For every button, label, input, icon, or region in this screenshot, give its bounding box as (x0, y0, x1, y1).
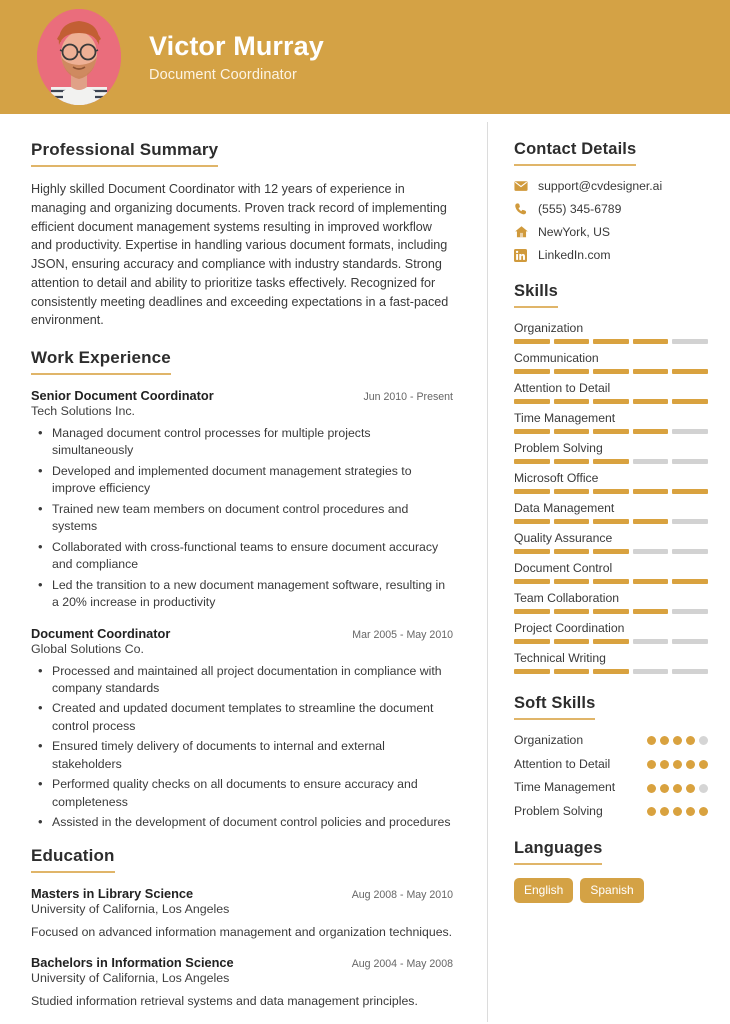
skill-segment (593, 339, 629, 344)
skill-segment (514, 399, 550, 404)
language-chip: Spanish (580, 878, 643, 903)
section-professional-summary (31, 140, 453, 330)
skill-item (514, 651, 708, 674)
skill-segment (554, 399, 590, 404)
skill-segment (554, 639, 590, 644)
skill-item (514, 531, 708, 554)
skill-segment (672, 429, 708, 434)
skill-segment (672, 609, 708, 614)
rating-dot (660, 784, 669, 793)
experience-entry-header (31, 388, 453, 403)
rating-dot (660, 736, 669, 745)
education-entry (31, 955, 453, 1011)
experience-entry-header (31, 626, 453, 641)
skill-segment (554, 669, 590, 674)
soft-skill-name: Problem Solving (514, 803, 603, 818)
education-entry-title: Masters in Library Science (31, 885, 194, 901)
experience-list (31, 388, 453, 832)
skill-name: Team Collaboration (514, 591, 620, 605)
skill-segment (593, 549, 629, 554)
experience-bullet-item: • Led the transition to a new document management software, resulting in a 20% increase in productivity (31, 577, 453, 612)
full-name: Victor Murray (149, 31, 324, 62)
skill-level-bar (514, 399, 708, 404)
skill-level-bar (514, 579, 708, 584)
skill-segment (633, 579, 669, 584)
rating-dot (660, 760, 669, 769)
rating-dot (660, 807, 669, 816)
skill-segment (554, 459, 590, 464)
skill-segment (672, 369, 708, 374)
skill-item (514, 411, 708, 434)
skills-list (514, 321, 708, 674)
experience-entry (31, 626, 453, 832)
rating-dot (686, 736, 695, 745)
soft-skill-rating (647, 784, 708, 793)
skill-segment (672, 459, 708, 464)
skill-item (514, 561, 708, 584)
skill-segment (633, 519, 669, 524)
contact-value: LinkedIn.com (538, 248, 611, 262)
skill-segment (593, 489, 629, 494)
skill-segment (593, 459, 629, 464)
language-chip: English (514, 878, 573, 903)
section-heading-education: Education (31, 846, 115, 873)
contact-value: support@cvdesigner.ai (538, 179, 663, 193)
experience-bullet-item: • Created and updated document templates to streamline the document control process (31, 700, 453, 735)
skill-segment (593, 669, 629, 674)
education-entry-header (31, 955, 453, 970)
envelope-icon (514, 179, 531, 193)
skill-level-bar (514, 489, 708, 494)
experience-bullet-item: • Developed and implemented document management strategies to improve efficiency (31, 463, 453, 498)
skill-segment (633, 489, 669, 494)
rating-dot (673, 736, 682, 745)
rating-dot (699, 807, 708, 816)
rating-dot (699, 784, 708, 793)
skill-name: Project Coordination (514, 621, 625, 635)
skill-level-bar (514, 549, 708, 554)
skill-segment (633, 369, 669, 374)
skill-item (514, 441, 708, 464)
skill-segment (593, 519, 629, 524)
skill-level-bar (514, 459, 708, 464)
skill-level-bar (514, 609, 708, 614)
skill-name: Technical Writing (514, 651, 606, 665)
rating-dot (686, 760, 695, 769)
contact-item[interactable] (514, 225, 708, 239)
education-entry-organization: University of California, Los Angeles (31, 971, 230, 986)
skill-segment (672, 639, 708, 644)
soft-skill-name: Attention to Detail (514, 756, 611, 771)
skill-segment (633, 669, 669, 674)
experience-bullet-item: • Trained new team members on document control procedures and systems (31, 501, 453, 536)
skill-name: Problem Solving (514, 441, 603, 455)
summary-text: Highly skilled Document Coordinator with 12 years of experience in managing and organizing documents. Proven track record of implementing efficient document management systems resulting in improved workflow and productivity. Expertise in handling various document formats, including JSON, ensuring accuracy and compliance with industry standards. Strong attention to detail and ability to prioritize tasks effectively. Recognized for consistently meeting deadlines and exceeding expectations in a fast-paced environment. (31, 182, 449, 328)
soft-skill-rating (647, 736, 708, 745)
education-entry-description: Focused on advanced information management and organization techniques. (31, 924, 453, 939)
section-heading-soft-skills: Soft Skills (514, 694, 595, 720)
skill-name: Attention to Detail (514, 381, 611, 395)
rating-dot (673, 784, 682, 793)
soft-skills-list (514, 733, 708, 819)
skill-name: Organization (514, 321, 584, 335)
rating-dot (686, 784, 695, 793)
education-entry-title: Bachelors in Information Science (31, 955, 234, 971)
section-heading-experience: Work Experience (31, 348, 171, 375)
skill-segment (633, 639, 669, 644)
skill-name: Quality Assurance (514, 531, 613, 545)
soft-skill-rating (647, 807, 708, 816)
rating-dot (699, 760, 708, 769)
section-heading-languages: Languages (514, 839, 602, 865)
skill-segment (672, 519, 708, 524)
skill-level-bar (514, 429, 708, 434)
rating-dot (699, 736, 708, 745)
skill-segment (672, 549, 708, 554)
rating-dot (647, 736, 656, 745)
skill-level-bar (514, 669, 708, 674)
skill-segment (514, 579, 550, 584)
skill-segment (593, 579, 629, 584)
skill-item (514, 501, 708, 524)
skill-segment (633, 429, 669, 434)
skill-segment (633, 549, 669, 554)
skill-level-bar (514, 369, 708, 374)
skill-segment (514, 459, 550, 464)
experience-bullet-item: • Processed and maintained all project documentation in compliance with company standards (31, 663, 453, 698)
skill-segment (672, 339, 708, 344)
rating-dot (686, 807, 695, 816)
education-entry-description: Studied information retrieval systems and data management principles. (31, 994, 418, 1009)
experience-entry-date: Mar 2005 - May 2010 (352, 628, 453, 641)
skill-segment (593, 609, 629, 614)
language-list (514, 878, 708, 903)
experience-bullet-item: • Assisted in the development of document control policies and procedures (31, 814, 453, 831)
education-entry-organization: University of California, Los Angeles (31, 901, 230, 916)
linkedin-icon (514, 249, 531, 262)
skill-name: Microsoft Office (514, 471, 599, 485)
education-entry-date: Aug 2004 - May 2008 (351, 958, 453, 971)
experience-bullet-list (31, 425, 453, 612)
home-icon (514, 225, 531, 239)
experience-entry-title: Senior Document Coordinator (31, 388, 214, 403)
contact-item[interactable] (514, 248, 708, 262)
skill-name: Communication (514, 351, 599, 365)
skill-segment (672, 669, 708, 674)
soft-skill-rating (647, 760, 708, 769)
section-skills (514, 282, 708, 674)
skill-segment (554, 549, 590, 554)
education-entry-date: Aug 2008 - May 2010 (351, 888, 453, 901)
experience-bullet-item: • Managed document control processes for multiple projects simultaneously (31, 425, 453, 460)
skill-name: Document Control (514, 561, 613, 575)
contact-list (514, 179, 708, 262)
skill-item (514, 621, 708, 644)
resume-header (0, 0, 730, 114)
sidebar-column (488, 114, 730, 1024)
skill-segment (672, 399, 708, 404)
avatar (37, 9, 121, 105)
experience-bullet-item: • Collaborated with cross-functional teams to ensure document accuracy and compliance (31, 539, 453, 574)
skill-segment (633, 459, 669, 464)
skill-segment (514, 609, 550, 614)
skill-segment (593, 639, 629, 644)
experience-entry (31, 388, 453, 612)
skill-item (514, 381, 708, 404)
contact-value: NewYork, US (538, 225, 611, 239)
skill-segment (514, 669, 550, 674)
experience-entry-date: Jun 2010 - Present (363, 391, 453, 403)
section-heading-contact: Contact Details (514, 140, 636, 166)
rating-dot (647, 807, 656, 816)
skill-segment (514, 489, 550, 494)
contact-item[interactable] (514, 202, 708, 216)
section-work-experience (31, 348, 453, 832)
skill-segment (593, 369, 629, 374)
soft-skill-name: Time Management (514, 780, 616, 795)
section-languages (514, 839, 708, 903)
skill-segment (672, 489, 708, 494)
skill-segment (633, 609, 669, 614)
job-title: Document Coordinator (149, 66, 297, 83)
education-entry-header (31, 886, 453, 901)
skill-segment (593, 399, 629, 404)
section-heading-summary: Professional Summary (31, 140, 218, 167)
experience-entry-title: Document Coordinator (31, 625, 171, 641)
rating-dot (647, 784, 656, 793)
experience-bullet-list (31, 663, 453, 832)
section-heading-skills: Skills (514, 282, 558, 308)
skill-level-bar (514, 639, 708, 644)
skill-segment (514, 369, 550, 374)
phone-icon (514, 202, 531, 216)
skill-segment (514, 549, 550, 554)
skill-segment (554, 609, 590, 614)
skill-segment (514, 519, 550, 524)
rating-dot (673, 760, 682, 769)
soft-skill-item (514, 733, 708, 749)
skill-segment (554, 429, 590, 434)
header-text-block (149, 31, 324, 82)
resume-body (0, 114, 730, 1024)
skill-item (514, 321, 708, 344)
rating-dot (673, 807, 682, 816)
soft-skill-item (514, 804, 708, 820)
contact-item[interactable] (514, 179, 708, 193)
skill-item (514, 591, 708, 614)
skill-name: Time Management (514, 411, 616, 425)
skill-segment (554, 369, 590, 374)
education-list (31, 886, 453, 1012)
main-column (0, 114, 487, 1024)
soft-skill-item (514, 780, 708, 796)
skill-segment (554, 489, 590, 494)
section-contact-details (514, 140, 708, 262)
experience-bullet-item: • Performed quality checks on all documents to ensure accuracy and completeness (31, 776, 453, 811)
rating-dot (647, 760, 656, 769)
skill-segment (633, 339, 669, 344)
skill-segment (554, 579, 590, 584)
skill-segment (514, 339, 550, 344)
skill-segment (554, 339, 590, 344)
contact-value: (555) 345-6789 (538, 202, 622, 216)
skill-segment (633, 399, 669, 404)
skill-segment (514, 429, 550, 434)
user-photo-icon (37, 9, 121, 105)
section-education (31, 846, 453, 1012)
skill-segment (554, 519, 590, 524)
section-soft-skills (514, 694, 708, 819)
skill-segment (593, 429, 629, 434)
skill-item (514, 351, 708, 374)
skill-item (514, 471, 708, 494)
soft-skill-name: Organization (514, 733, 584, 747)
skill-segment (672, 579, 708, 584)
skill-segment (514, 639, 550, 644)
education-entry (31, 886, 453, 942)
experience-entry-organization: Global Solutions Co. (31, 641, 144, 656)
skill-level-bar (514, 339, 708, 344)
experience-entry-organization: Tech Solutions Inc. (31, 404, 136, 418)
skill-level-bar (514, 519, 708, 524)
experience-bullet-item: • Ensured timely delivery of documents to internal and external stakeholders (31, 738, 453, 773)
skill-name: Data Management (514, 501, 615, 515)
soft-skill-item (514, 757, 708, 773)
